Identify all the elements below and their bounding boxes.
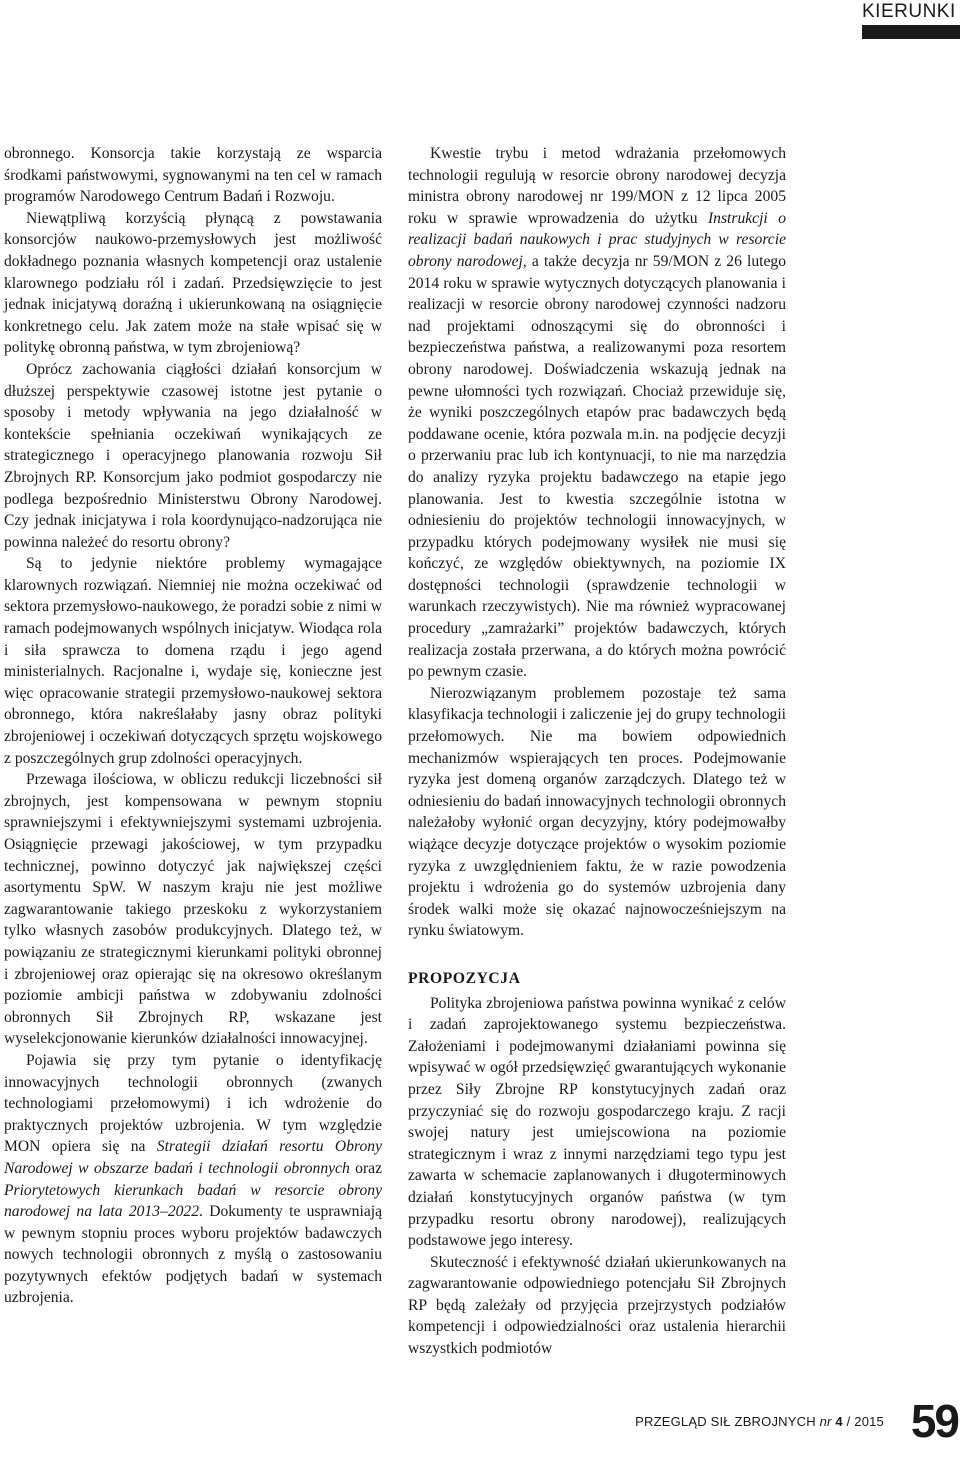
section-heading: PROPOZYCJA bbox=[408, 969, 521, 987]
section-tag-bar bbox=[862, 25, 960, 39]
paragraph bbox=[4, 1050, 382, 1309]
page-number: 59 bbox=[910, 1395, 958, 1447]
paragraph bbox=[408, 143, 786, 683]
right-column bbox=[408, 143, 786, 1360]
journal-reference bbox=[635, 1414, 884, 1429]
paragraph: obronnego. Konsorcja takie korzystają ze wsparcia środkami państwowymi, sygnowanymi na ten cel w ramach programów Narodowego Centrum Badań i Rozwoju. bbox=[4, 145, 382, 206]
text-run: . Dokumenty te usprawniają w pewnym stopniu proces wyboru projektów badawczych nowych technologii obronnych z myślą o zastosowaniu pozytywnych efektów podjętych badań w systemach uzbrojenia. bbox=[4, 1203, 382, 1307]
section-tag bbox=[862, 0, 960, 39]
text-run: Pojawia się przy tym pytanie o identyfikację innowacyjnych technologii obronnych (zwanych technologiami przełomowymi) i ich wdrożenie do praktycznych projektów uzbrojenia. W tym względzie MON opiera się na bbox=[4, 1051, 382, 1156]
text-run: oraz bbox=[349, 1159, 383, 1177]
paragraph: Są to jedynie niektóre problemy wymagające klarownych rozwiązań. Niemniej nie można oczekiwać od sektora przemysłowo-naukowego, że poradzi sobie z nimi w ramach podejmowanych wspólnych inicjatyw. Wiodąca rola i siła sprawcza to domena rządu i jego agend ministerialnych. Racjonalne i, wydaje się, konieczne jest więc opracowanie strategii przemysłowo-naukowej sektora obronnego, która nakreślałaby jasny obraz polityki zbrojeniowej i oczekiwań dotyczących sprzętu wojskowego z poszczególnych grup zdolności operacyjnych. bbox=[4, 555, 382, 767]
issue-separator: / bbox=[846, 1414, 851, 1429]
left-column bbox=[4, 143, 382, 1309]
text-run: Kwestie trybu i metod wdrażania przełomowych technologii regulują w resorcie obrony narodowej decyzja ministra obrony narodowej nr 199/MON z 12 lipca 2005 roku w sprawie wprowadzenia do użytku bbox=[408, 145, 786, 227]
document-title-italic: Priorytetowych kierunkach badań w resorcie obrony narodowej na lata 2013–2022 bbox=[4, 1181, 382, 1221]
paragraph: Skuteczność i efektywność działań ukierunkowanych na zagwarantowanie odpowiedniego potencjału Sił Zbrojnych RP będą zależały od przyjęcia przejrzystych podziałów kompetencji i odpowiedzialności oraz ustalenia hierarchii wszystkich podmiotów bbox=[408, 1253, 786, 1358]
text-run: a także decyzja nr 59/MON z 26 lutego 2014 roku w sprawie wytycznych dotyczących planowania i realizacji w resorcie obrony narodowej czynności nadzoru nad projektami odnoszącymi się do obronności i bezpieczeństwa państwa, a realizowanymi poza resortem obrony narodowej. Doświadczenia wskazują jednak na pewne ułomności tych rozwiązań. Chociaż przewiduje się, że wyniki poszczególnych etapów prac badawczych będą poddawane ocenie, która pozwala m.in. na podjęcie decyzji o przerwaniu prac lub ich kontynuacji, to nie ma narzędzia do analizy ryzyka projektu badawczego na etapie jego planowania. Jest to kwestia szczególnie istotna w odniesieniu do projektów technologii innowacyjnych, w przypadku których podejmowany wysiłek nie musi się kończyć, ze względów obiektywnych, na poziomie IX dostępności technologii (sprawdzenie technologii w warunkach rzeczywistych). Nie ma również wypracowanej procedury „zamrażarki” projektów badawczych, których realizacja została przerwana, a do których można powrócić po pewnym czasie. bbox=[408, 252, 786, 681]
paragraph: Polityka zbrojeniowa państwa powinna wynikać z celów i zadań zaprojektowanego systemu bezpieczeństwa. Założeniami i podejmowanymi działaniami powinna się wpisywać w ogół przedsięwzięć gwarantujących wykonanie przez Siły Zbrojne RP konstytucyjnych zadań oraz przyczyniać się do rozwoju gospodarczego kraju. Z racji swojej natury jest umiejscowiona na poziomie strategicznym i wraz z innymi narzędziami tego typu jest zawarta w schemacie zaplanowanych i długoterminowych działań konstytucyjnych organów państwa (w tym przypadku resortu obrony narodowej), realizujących podstawowe jego interesy. bbox=[408, 994, 786, 1250]
section-label: KIERUNKI bbox=[862, 1, 956, 22]
journal-name: PRZEGLĄD SIŁ ZBROJNYCH bbox=[635, 1414, 816, 1429]
issue-year: 2015 bbox=[854, 1414, 884, 1429]
paragraph: Niewątpliwą korzyścią płynącą z powstawania konsorcjów naukowo-przemysłowych jest możliwość dokładnego poznania własnych kompetencji oraz ustalenie klarownego podziału ról i zadań. Przedsięwzięcie to jest jednak inicjatywą doraźną i ukierunkowaną na osiągnięcie konkretnego celu. Jak zatem może na stałe wpisać się w politykę obronną państwa, w tym zbrojeniową? bbox=[4, 209, 382, 357]
paragraph: Oprócz zachowania ciągłości działań konsorcjum w dłuższej perspektywie czasowej istotne jest pytanie o sposoby i metody wpływania na jego działalność w kontekście spełniania oczekiwań wynikających ze strategicznego i operacyjnego planowania rozwoju Sił Zbrojnych RP. Konsorcjum jako podmiot gospodarczy nie podlega bezpośrednio Ministerstwu Obrony Narodowej. Czy jednak inicjatywa i rola koordynująco-nadzorująca nie powinna należeć do resortu obrony? bbox=[4, 360, 382, 551]
document-title-italic: Instrukcji o realizacji badań naukowych i prac studyjnych w resorcie obrony narodowej, bbox=[408, 209, 786, 270]
issue-nr-label: nr bbox=[819, 1414, 832, 1429]
document-title-italic: Strategii działań resortu Obrony Narodowej w obszarze badań i technologii obronnych bbox=[4, 1138, 382, 1177]
paragraph: Przewaga ilościowa, w obliczu redukcji liczebności sił zbrojnych, jest kompensowana w pewnym stopniu sprawniejszymi i efektywniejszymi systemami uzbrojenia. Osiągnięcie przewagi jakościowej, w tym przypadku technicznej, powinno dotyczyć jak największej części asortymentu SpW. W naszym kraju nie jest możliwe zagwarantowanie takiego przeskoku z wykorzystaniem tylko własnych zasobów produkcyjnych. Dlatego też, w powiązaniu ze strategicznymi kierunkami polityki obronnej i zbrojeniowej oraz opierając się na okresowo określanym poziomie ambicji państwa w zdobywaniu zdolności obronnych Sił Zbrojnych RP, wskazane jest wyselekcjonowanie kierunków działalności innowacyjnej. bbox=[4, 771, 382, 1048]
page-footer bbox=[560, 1392, 960, 1462]
issue-number: 4 bbox=[835, 1414, 843, 1429]
paragraph: Nierozwiązanym problemem pozostaje też sama klasyfikacja technologii i zaliczenie jej do grupy technologii przełomowych. Nie ma bowiem odpowiednich mechanizmów wspierających ten proces. Podejmowanie ryzyka jest domeną organów zarządczych. Dlatego też w odniesieniu do badań innowacyjnych technologii obronnych należałoby wyłonić organ decyzyjny, który podejmowałby wiążące decyzje dotyczące projektów o wysokim poziomie ryzyka z uwzględnieniem faktu, że w razie powodzenia projektu i wdrożenia go do systemów uzbrojenia dany środek walki może się okazać najnowocześniejszym na rynku światowym. bbox=[408, 684, 786, 940]
